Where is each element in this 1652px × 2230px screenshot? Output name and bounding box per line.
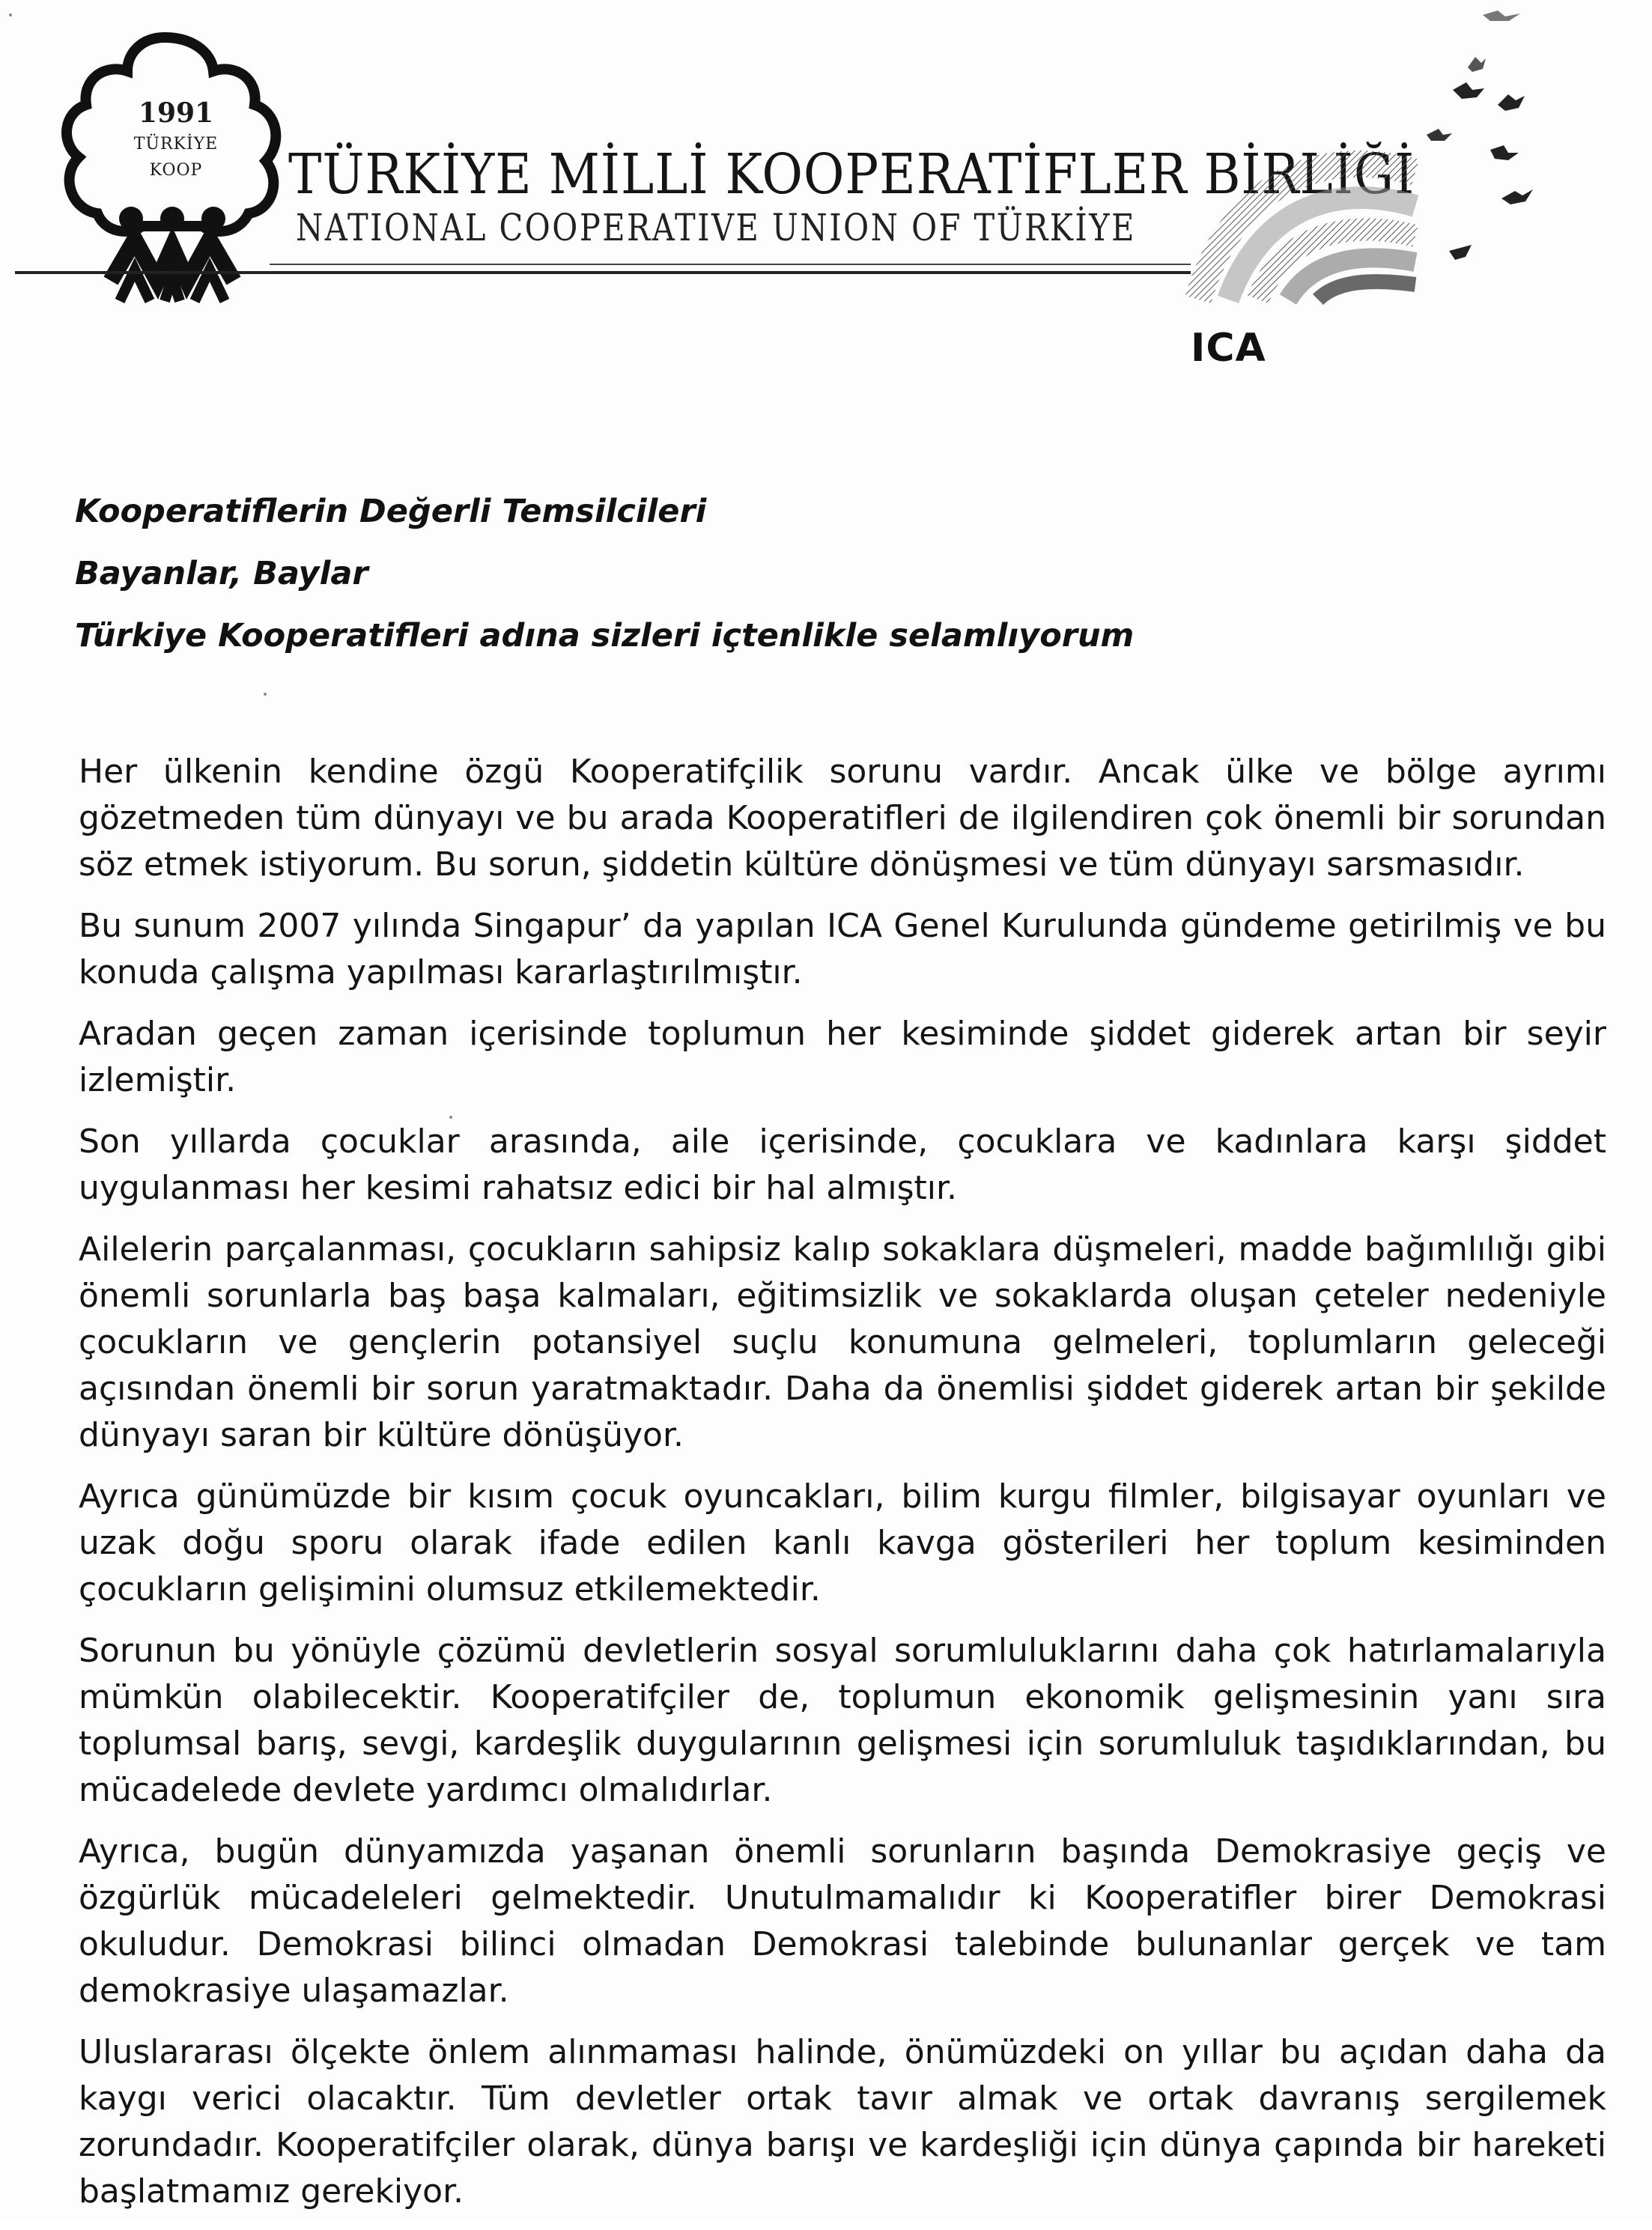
organization-name-turkish: TÜRKİYE MİLLİ KOOPERATİFLER BİRLİĞİ xyxy=(288,142,1415,207)
paragraph: Ayrıca günümüzde bir kısım çocuk oyuncakları, bilim kurgu filmler, bilgisayar oyunları ve uzak doğu sporu olarak ifade edilen kanlı kavga gösterileri her toplum kesiminden çocukların gelişimini olumsuz etkilemektedir. xyxy=(79,1477,1606,1608)
scan-speck xyxy=(449,1116,452,1119)
paragraph: Sorunun bu yönüyle çözümü devletlerin sosyal sorumluluklarını daha çok hatırlamalarıyla mümkün olabilecektir. Kooperatifçiler de, toplumun ekonomik gelişmesinin yanı sıra toplumsal barış, sevgi, kardeşlik duygularının gelişmesi için sorumluluk taşıdıklarından, bu mücadelede devlete yardımcı olmalıdırlar. xyxy=(79,1632,1606,1809)
paragraph: Bu sunum 2007 yılında Singapur’ da yapılan ICA Genel Kurulunda gündeme getirilmiş ve bu konuda çalışma yapılması kararlaştırılmıştır. xyxy=(79,907,1606,991)
scan-speck xyxy=(9,13,12,16)
letterhead xyxy=(0,0,1652,389)
greeting-line-representatives: Kooperatiflerin Değerli Temsilcileri xyxy=(75,493,707,530)
paragraph: Her ülkenin kendine özgü Kooperatifçilik sorunu vardır. Ancak ülke ve bölge ayrımı gözetmeden tüm dünyayı ve bu arada Kooperatifleri de ilgilendiren çok önemli bir sorundan söz etmek istiyorum. Bu sorun, şiddetin kültüre dönüşmesi ve tüm dünyayı sarsmasıdır. xyxy=(79,753,1606,884)
header-rule-thin xyxy=(270,264,1191,265)
logo-year: 1991 xyxy=(138,97,214,129)
letter-body xyxy=(79,749,1606,2230)
paragraph: Son yıllarda çocuklar arasında, aile içerisinde, çocuklara ve kadınlara karşı şiddet uygulanması her kesimi rahatsız edici bir hal almıştır. xyxy=(79,1122,1606,1207)
paragraph: Ayrıca, bugün dünyamızda yaşanan önemli sorunların başında Demokrasiye geçiş ve özgürlük mücadeleleri gelmektedir. Unutulmamalıdır ki Kooperatifler birer Demokrasi okuludur. Demokrasi bilinci olmadan Demokrasi talebinde bulunanlar gerçek ve tam demokrasiye ulaşamazlar. xyxy=(79,1832,1606,2010)
paragraph: Aradan geçen zaman içerisinde toplumun her kesiminde şiddet giderek artan bir seyir izlemiştir. xyxy=(79,1015,1606,1099)
koop-tree-logo xyxy=(52,22,292,307)
greeting-line-ladies-gentlemen: Bayanlar, Baylar xyxy=(75,555,368,592)
ica-label: ICA xyxy=(1191,326,1266,371)
organization-name-english: NATIONAL COOPERATIVE UNION OF TÜRKİYE xyxy=(296,206,1136,249)
greeting-line-salutation: Türkiye Kooperatifleri adına sizleri içtenlikle selamlıyorum xyxy=(75,617,1135,654)
logo-country: TÜRKİYE xyxy=(133,135,219,154)
logo-abbr: KOOP xyxy=(149,161,203,180)
rainbow-doves-icon xyxy=(1168,0,1543,315)
greeting-block xyxy=(75,490,1498,677)
paragraph: Uluslararası ölçekte önlem alınmaması halinde, önümüzdeki on yıllar bu açıdan daha da kaygı verici olacaktır. Tüm devletler ortak tavır almak ve ortak davranış sergilemek zorundadır. Kooperatifçiler olarak, dünya barışı ve kardeşliği için dünya çapında bir hareketi başlatmamız gerekiyor. xyxy=(79,2033,1606,2211)
scan-speck xyxy=(264,693,267,696)
ica-rainbow-logo xyxy=(1168,0,1543,315)
header-rule xyxy=(15,271,1191,274)
paragraph: Ailelerin parçalanması, çocukların sahipsiz kalıp sokaklara düşmeleri, madde bağımlılığı gibi önemli sorunlarla baş başa kalmaları, eğitimsizlik ve sokaklarda oluşan çeteler nedeniyle çocukların ve gençlerin potansiyel suçlu konumuna gelmeleri, toplumların geleceği açısından önemli bir sorun yaratmaktadır. Daha da önemlisi şiddet giderek artan bir şekilde dünyayı saran bir kültüre dönüşüyor. xyxy=(79,1230,1606,1454)
